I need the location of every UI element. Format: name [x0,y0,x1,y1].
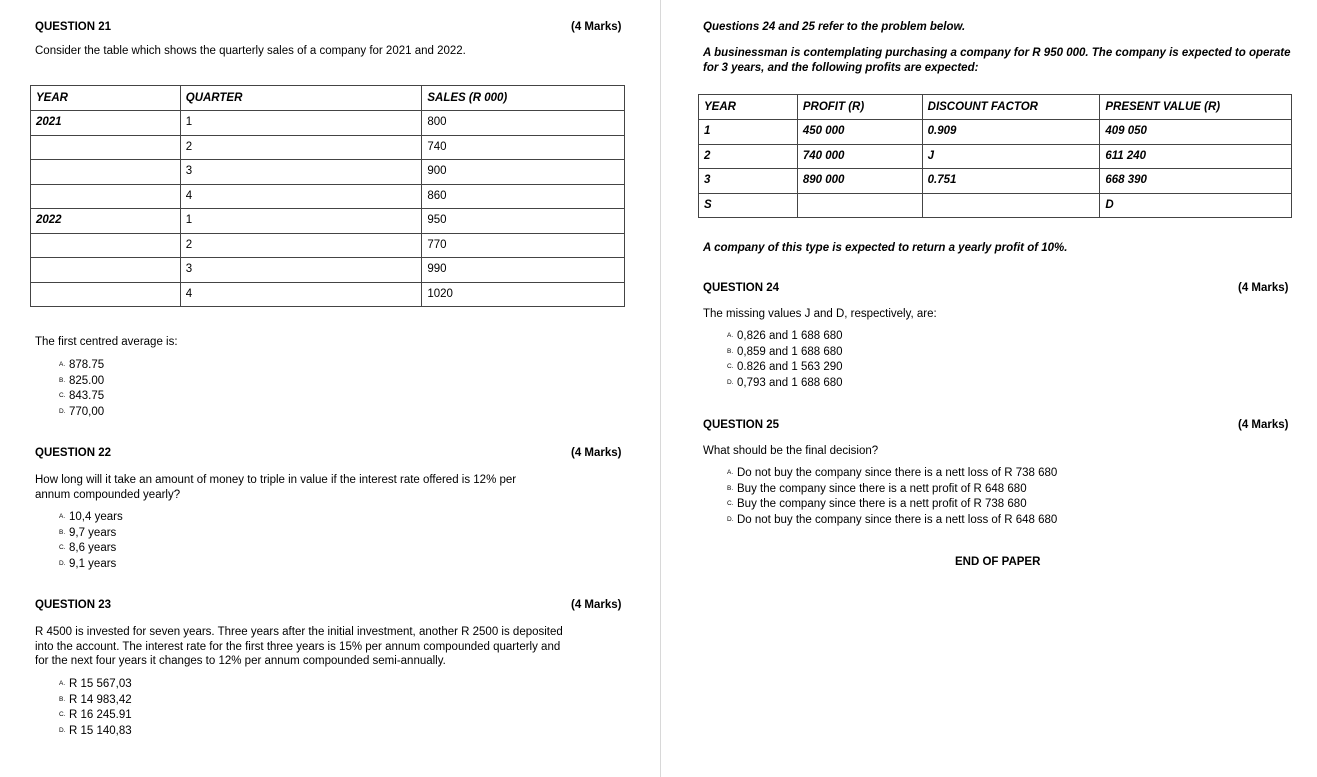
table-cell [31,282,181,307]
profit-table-header [699,95,1292,120]
question-21-text: The first centred average is: [35,336,178,348]
answer-option [727,512,1057,528]
table-cell: 1020 [422,282,625,307]
question-25-title: QUESTION 25 [703,419,780,431]
table-cell [31,135,181,160]
table-cell: 890 000 [797,169,922,194]
option-letter: C. [727,363,734,370]
option-letter: A. [727,332,734,339]
question-23-marks: (4 Marks) [571,599,622,611]
option-text: Do not buy the company since there is a nett loss of R 738 680 [737,466,1058,479]
option-text: 0,793 and 1 688 680 [737,376,843,389]
option-text: 0,826 and 1 688 680 [737,329,843,342]
table-cell: 990 [422,258,625,283]
table-cell: 3 [699,169,798,194]
table-cell: 950 [422,209,625,234]
option-text: 10,4 years [69,510,123,523]
option-letter: C. [59,392,66,399]
option-text: 843.75 [69,389,105,402]
option-letter: C. [59,544,66,551]
option-letter: D. [727,378,734,386]
table-cell: 2022 [31,209,181,234]
answer-option [59,540,123,556]
option-text: Buy the company since there is a nett profit of R 648 680 [737,482,1027,495]
header-quarter: QUARTER [180,86,422,111]
answer-option [59,404,104,420]
question-23-text: R 4500 is invested for seven years. Three years after the initial investment, another R 2500 is deposited into the account. The interest rate for the first three years is 15% per annum compounded quarterly and for the next four years it changes to 12% per annum compounded semi-annually. [35,626,563,667]
table-cell: 4 [180,184,422,209]
question-23-options [59,676,132,738]
table-cell: 450 000 [797,120,922,145]
option-letter: C. [727,500,734,507]
table-cell: 1 [180,111,422,136]
table-cell: S [699,193,798,218]
answer-option [727,344,843,360]
table-cell: 668 390 [1100,169,1292,194]
profit-table [698,94,1292,218]
answer-option [59,373,104,389]
answer-option [59,525,123,541]
sales-table-header [31,86,625,111]
option-letter: A. [727,469,734,476]
option-text: 770,00 [69,405,105,418]
table-row [31,184,625,209]
question-22-title: QUESTION 22 [35,447,112,459]
question-24-text: The missing values J and D, respectively, are: [703,308,937,320]
table-cell: 611 240 [1100,144,1292,169]
option-letter: D. [59,559,66,567]
option-letter: B. [727,484,734,492]
option-text: 9,1 years [69,557,117,570]
table-cell: J [922,144,1100,169]
question-22-marks: (4 Marks) [571,447,622,459]
option-letter: B. [59,528,66,536]
option-text: R 14 983,42 [69,693,132,706]
option-text: 0,859 and 1 688 680 [737,345,843,358]
option-text: R 15 567,03 [69,677,132,690]
header-discount-factor: DISCOUNT FACTOR [922,95,1100,120]
question-25-marks: (4 Marks) [1238,419,1289,431]
table-cell: 1 [180,209,422,234]
table-row [31,209,625,234]
option-text: 8,6 years [69,541,117,554]
table-cell [31,184,181,209]
option-text: 9,7 years [69,526,117,539]
sales-table [30,85,625,307]
question-21-marks: (4 Marks) [571,21,622,33]
table-cell: 3 [180,258,422,283]
shared-heading: Questions 24 and 25 refer to the problem below. [703,21,966,33]
answer-option [59,556,123,572]
answer-option [727,359,843,375]
option-letter: A. [59,361,66,368]
table-cell: 740 000 [797,144,922,169]
table-cell: 800 [422,111,625,136]
table-cell [31,233,181,258]
table-cell: 2 [180,135,422,160]
table-row [699,193,1292,218]
table-cell: 860 [422,184,625,209]
table-cell: 409 050 [1100,120,1292,145]
table-cell: 2 [180,233,422,258]
header-present-value: PRESENT VALUE (R) [1100,95,1292,120]
table-row [699,144,1292,169]
option-text: Buy the company since there is a nett profit of R 738 680 [737,497,1027,510]
header-profit: PROFIT (R) [797,95,922,120]
option-text: 825.00 [69,374,105,387]
table-cell: 900 [422,160,625,185]
option-letter: A. [59,513,66,520]
table-cell: 740 [422,135,625,160]
question-23-title: QUESTION 23 [35,599,112,611]
answer-option [59,723,132,739]
option-text: Do not buy the company since there is a nett loss of R 648 680 [737,513,1058,526]
option-letter: B. [59,695,66,703]
question-24-options [727,328,843,390]
question-21-title: QUESTION 21 [35,21,112,33]
answer-option [59,707,132,723]
option-text: R 15 140,83 [69,724,132,737]
table-row [31,111,625,136]
answer-option [727,328,843,344]
question-24-marks: (4 Marks) [1238,282,1289,294]
table-cell: 2 [699,144,798,169]
table-cell: 3 [180,160,422,185]
table-cell: 0.751 [922,169,1100,194]
question-24-title: QUESTION 24 [703,282,780,294]
table-row [31,160,625,185]
table-cell [797,193,922,218]
option-letter: D. [59,407,66,415]
table-row [31,233,625,258]
table-cell: D [1100,193,1292,218]
answer-option [59,357,104,373]
answer-option [727,496,1057,512]
answer-option [727,481,1057,497]
option-letter: D. [59,726,66,734]
table-cell: 2021 [31,111,181,136]
question-21-intro: Consider the table which shows the quarterly sales of a company for 2021 and 2022. [35,45,466,57]
option-letter: A. [59,680,66,687]
table-row [699,120,1292,145]
question-25-options [727,465,1057,527]
question-25-text: What should be the final decision? [703,445,879,457]
option-text: R 16 245.91 [69,708,132,721]
table-cell: 4 [180,282,422,307]
question-22-text: How long will it take an amount of money to triple in value if the interest rate offered is 12% per annum compounded yearly? [35,474,517,501]
header-year: YEAR [699,95,798,120]
table-cell [31,258,181,283]
answer-option [727,465,1057,481]
option-letter: C. [59,711,66,718]
answer-option [59,388,104,404]
shared-note: A company of this type is expected to return a yearly profit of 10%. [703,242,1068,254]
shared-problem: A businessman is contemplating purchasing a company for R 950 000. The company is expected to operate for 3 years, and the following profits are expected: [703,47,1291,74]
header-sales: SALES (R 000) [422,86,625,111]
table-cell: 770 [422,233,625,258]
table-row [31,282,625,307]
answer-option [59,676,132,692]
answer-option [727,375,843,391]
option-text: 0.826 and 1 563 290 [737,360,843,373]
header-year: YEAR [31,86,181,111]
table-row [699,169,1292,194]
question-21-options [59,357,104,419]
option-text: 878.75 [69,358,105,371]
end-of-paper: END OF PAPER [955,556,1041,568]
table-cell [922,193,1100,218]
table-row [31,258,625,283]
table-row [31,135,625,160]
table-cell [31,160,181,185]
table-cell: 1 [699,120,798,145]
question-22-options [59,509,123,571]
page-divider [660,0,661,777]
option-letter: B. [59,376,66,384]
table-cell: 0.909 [922,120,1100,145]
answer-option [59,692,132,708]
option-letter: B. [727,347,734,355]
answer-option [59,509,123,525]
option-letter: D. [727,515,734,523]
